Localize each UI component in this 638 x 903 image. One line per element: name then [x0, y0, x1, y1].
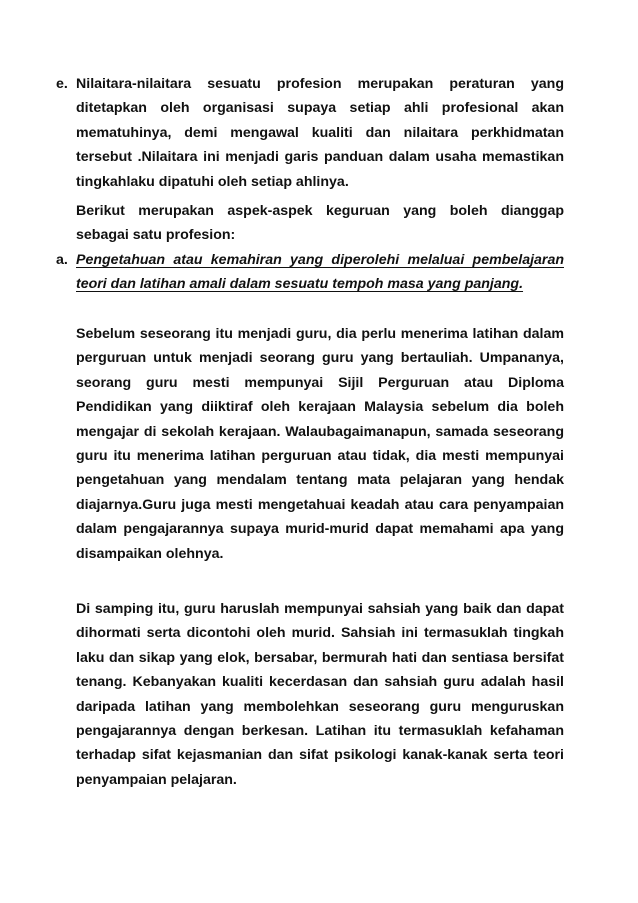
section-e-intro: Berikut merupakan aspek-aspek keguruan yang boleh dianggap sebagai satu profesion: — [76, 203, 564, 244]
section-a-heading: Pengetahuan atau kemahiran yang diperolehi melaluai pembelajaran teori dan latihan amali dalam sesuatu tempoh masa yang panjang. — [76, 252, 564, 293]
section-e-marker: e. — [56, 76, 68, 92]
section-e-paragraph: Nilaitara-nilaitara sesuatu profesion merupakan peraturan yang ditetapkan oleh organisasi supaya setiap ahli profesional akan mematuhinya, demi mengawal kualiti dan nilaitara perkhidmatan tersebut .Nilaitara ini menjadi garis panduan dalam usaha memastikan tingkahlaku dipatuhi oleh setiap ahlinya. — [76, 76, 564, 190]
section-a-paragraph-2: Di samping itu, guru haruslah mempunyai sahsiah yang baik dan dapat dihormati serta dicontohi oleh murid. Sahsiah ini termasuklah tingkah laku dan sikap yang elok, bersabar, bermurah hati dan sentiasa bersifat tenang. Kebanyakan kualiti kecerdasan dan sahsiah guru adalah hasil daripada latihan yang membolehkan seseorang guru menguruskan pengajarannya dengan berkesan. Latihan itu termasuklah kefahaman terhadap sifat kejasmanian dan sifat psikologi kanak-kanak serta teori penyampaian pelajaran. — [76, 601, 564, 788]
section-a-marker: a. — [56, 252, 68, 268]
section-a-heading-block — [76, 248, 564, 297]
section-a-paragraph-1: Sebelum seseorang itu menjadi guru, dia perlu menerima latihan dalam perguruan untuk menjadi seorang guru yang bertauliah. Umpananya, seorang guru mesti mempunyai Sijil Perguruan atau Diploma Pendidikan yang diiktiraf oleh kerajaan Malaysia sebelum dia boleh mengajar di sekolah kerajaan. Walaubagaimanapun, samada seseorang guru itu menerima latihan perguruan atau tidak, dia mesti mempunyai pengetahuan yang mendalam tentang mata pelajaran yang hendak diajarnya.Guru juga mesti mengetahuai keadah atau cara penyampaian dalam pengajarannya supaya murid-murid dapat memahami apa yang disampaikan olehnya. — [76, 326, 564, 562]
